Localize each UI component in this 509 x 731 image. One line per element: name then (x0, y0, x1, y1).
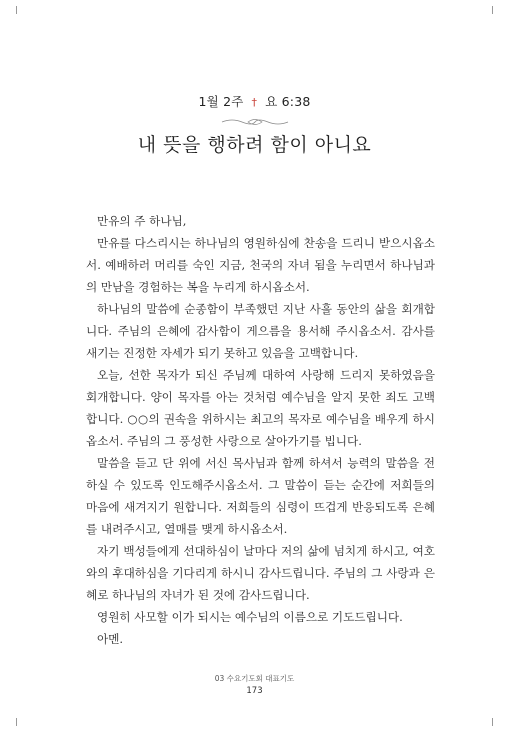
prayer-paragraph: 만유를 다스리시는 하나님의 영원하심에 찬송을 드리니 받으시옵소서. 예배하러 머리를 숙인 지금, 천국의 자녀 됨을 누리면서 하나님과의 만남을 경험하는 복을 누리게 하시옵소서. (86, 236, 435, 294)
page-title: 내 뜻을 행하려 함이 아니요 (137, 134, 372, 156)
prayer-paragraph: 만유의 주 하나님, (97, 214, 187, 228)
page-number: 173 (246, 686, 263, 696)
prayer-paragraph: 자기 백성들에게 선대하심이 날마다 저의 삶에 넘치게 하시고, 여호와의 후대하심을 기다리게 하시니 감사드립니다. 주님의 그 사랑과 은혜로 하나님의 자녀가 된 것에 감사드립니다. (86, 544, 435, 602)
crop-mark (16, 718, 17, 726)
crop-mark (492, 718, 493, 726)
chapter-header (0, 92, 509, 110)
section-label: 03 수요기도회 대표기도 (214, 674, 295, 683)
crop-mark (16, 6, 17, 14)
prayer-paragraph: 아멘. (97, 632, 124, 646)
week-label: 1월 2주 (198, 94, 244, 109)
crop-mark (492, 6, 493, 14)
prayer-paragraph: 하나님의 말씀에 순종함이 부족했던 지난 사흘 동안의 삶을 회개합니다. 주님의 은혜에 감사함이 게으름을 용서해 주시옵소서. 감사를 새기는 진정한 자세가 되기 못하고 있음을 고백합니다. (86, 302, 435, 360)
prayer-body (86, 210, 435, 650)
cross-icon: † (251, 96, 258, 109)
prayer-paragraph: 영원히 사모할 이가 되시는 예수님의 이름으로 기도드립니다. (97, 610, 403, 624)
flourish-divider-icon (220, 117, 290, 127)
prayer-paragraph: 말씀을 듣고 단 위에 서신 목사님과 함께 하셔서 능력의 말씀을 전하실 수 있도록 인도해주시옵소서. 그 말씀이 듣는 순간에 저희들의 마음에 새겨지기 원합니다. 저희들의 심령이 뜨겁게 반응되도록 은혜를 내려주시고, 열매를 맺게 하시옵소서. (86, 456, 435, 536)
verse-reference: 요 6:38 (265, 94, 311, 109)
prayer-paragraph: 오늘, 선한 목자가 되신 주님께 대하여 사랑해 드리지 못하였음을 회개합니다. 양이 목자를 아는 것처럼 예수님을 알지 못한 죄도 고백합니다. ○○의 권속을 위하시는 최고의 목자로 예수님을 배우게 하시옵소서. 주님의 그 풍성한 사랑으로 살아가기를 빕니다. (86, 368, 435, 448)
